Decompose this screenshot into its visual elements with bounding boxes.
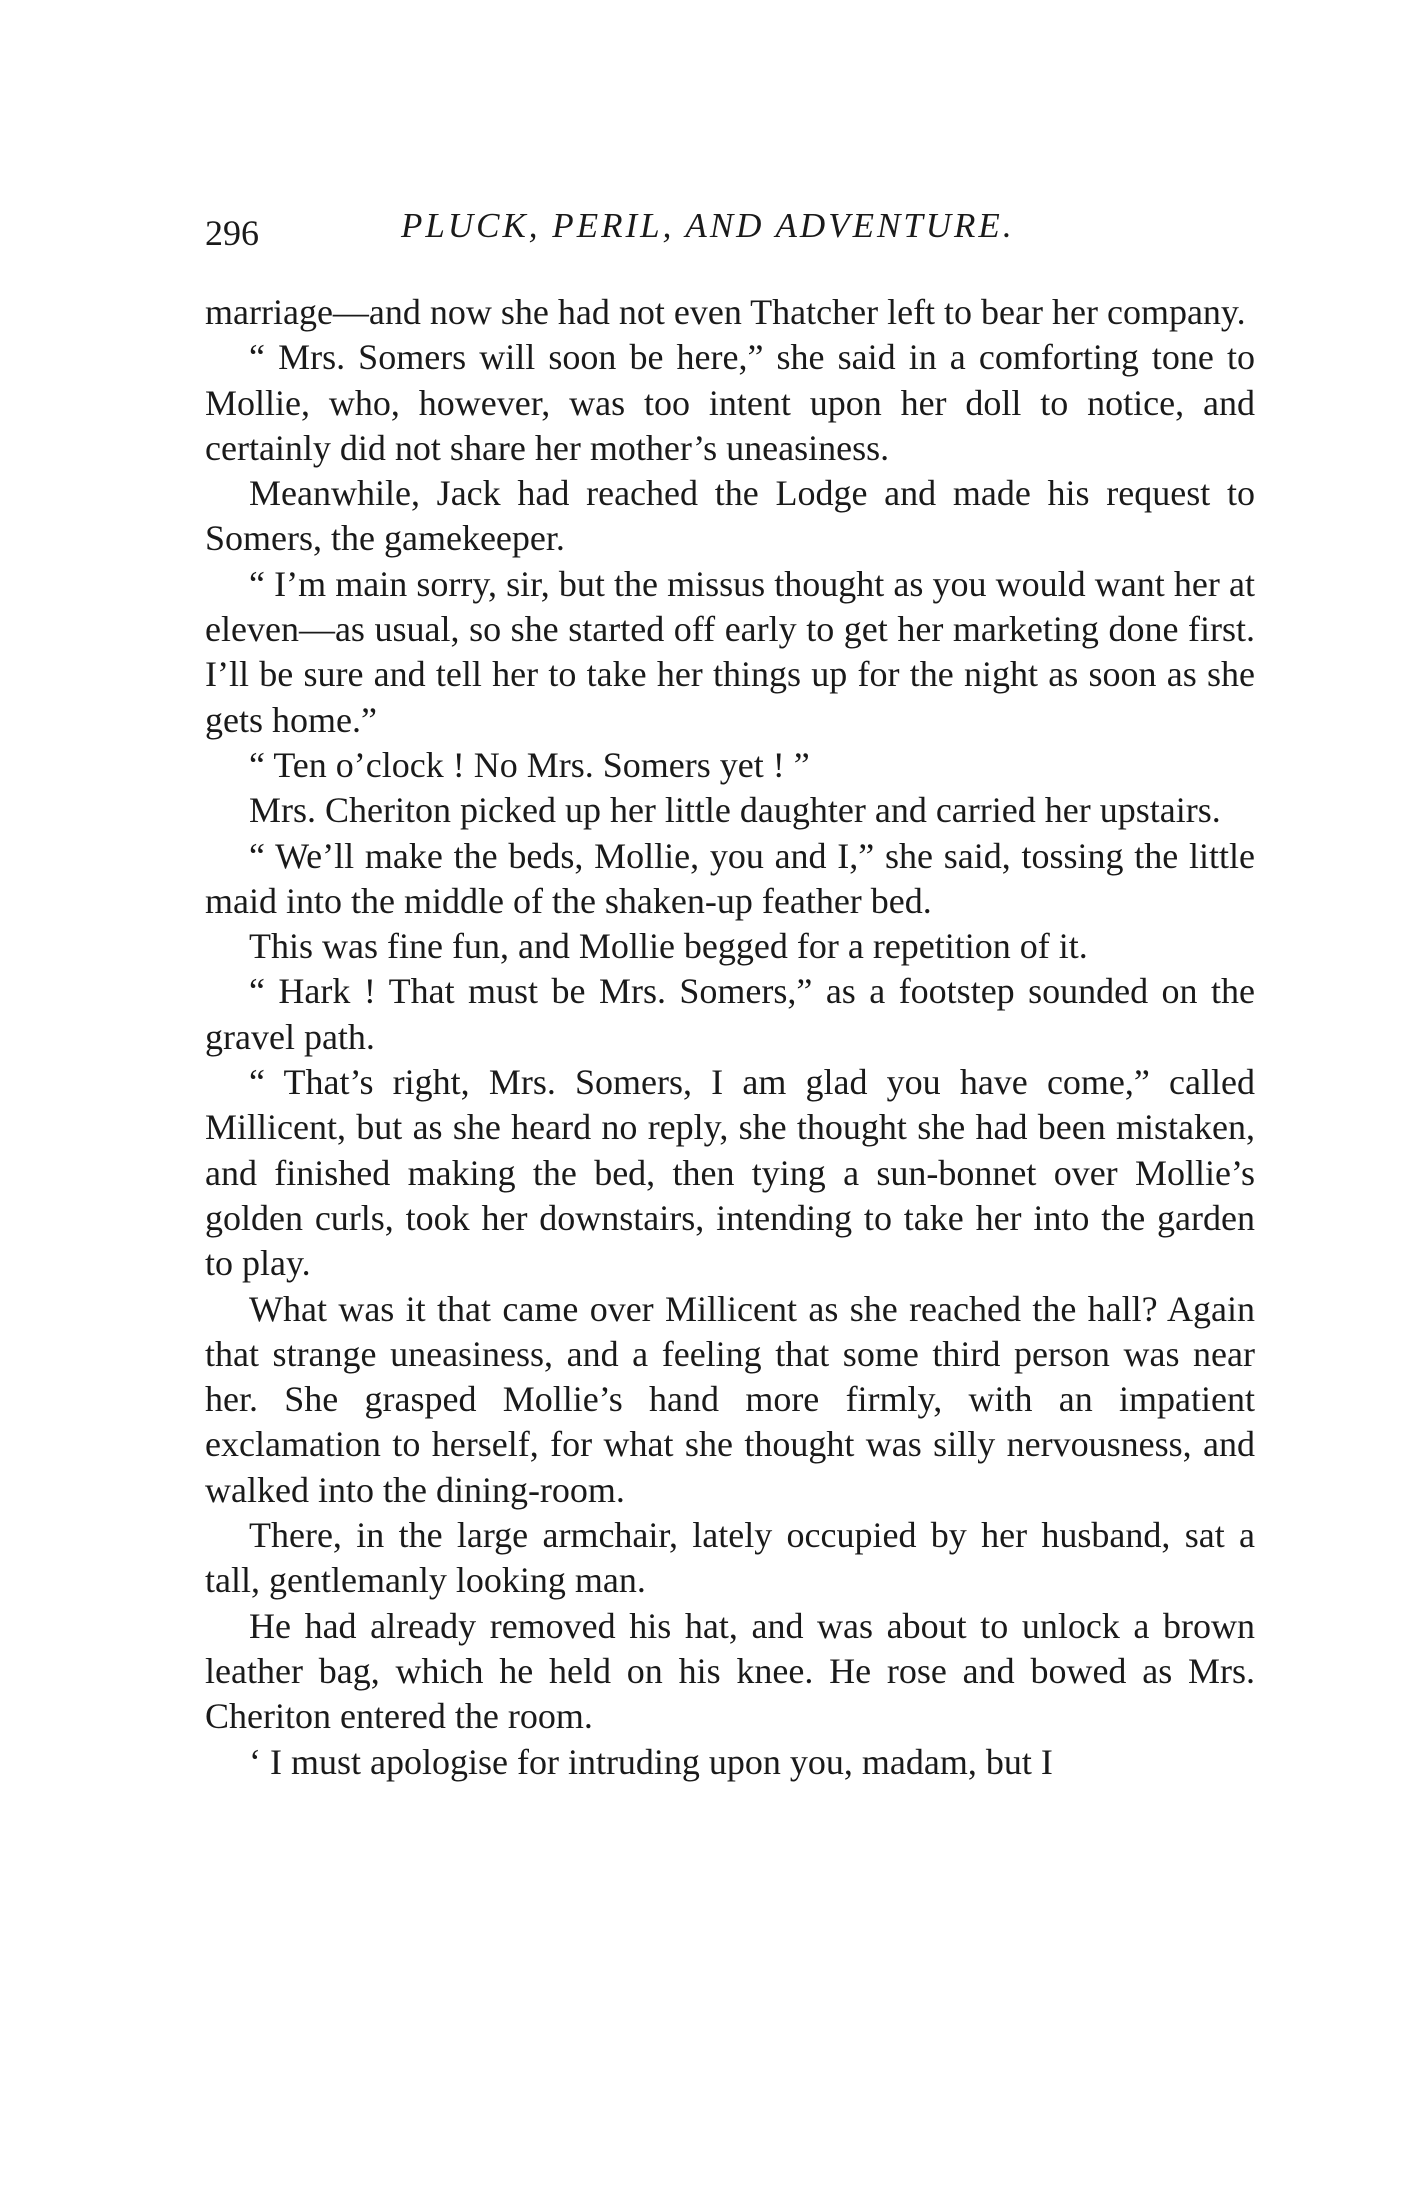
paragraph: “ I’m main sorry, sir, but the missus thought as you would want her at eleven—as usual, so she started off early to get her marketing done first. I’ll be sure and tell her to take her things up for the night as soon as she gets home.” — [205, 563, 1255, 740]
paragraph: What was it that came over Millicent as she reached the hall? Again that strange uneasiness, and a feeling that some third person was near her. She grasped Mollie’s hand more firmly, with an impatient exclamation to herself, for what she thought was silly nervousness, and walked into the dining-room. — [205, 1288, 1255, 1510]
paragraph: Mrs. Cheriton picked up her little daughter and carried her upstairs. — [249, 790, 1221, 831]
paragraph: “ We’ll make the beds, Mollie, you and I,” she said, tossing the little maid into the middle of the shaken-up feather bed. — [205, 835, 1255, 921]
paragraph: This was fine fun, and Mollie begged for a repetition of it. — [249, 926, 1088, 967]
paragraph: ‘ I must apologise for intruding upon you, madam, but I — [249, 1741, 1053, 1782]
paragraph: He had already removed his hat, and was about to unlock a brown leather bag, which he held on his knee. He rose and bowed as Mrs. Cheriton entered the room. — [205, 1605, 1255, 1737]
page-header — [205, 206, 1255, 262]
page-number: 296 — [205, 213, 259, 253]
paragraph: “ That’s right, Mrs. Somers, I am glad you have come,” called Millicent, but as she heard no reply, she thought she had been mistaken, and finished making the bed, then tying a sun-bonnet over Mollie’s golden curls, took her downstairs, intending to take her into the garden to play. — [205, 1062, 1255, 1284]
body-text — [205, 290, 1255, 1785]
paragraph: Meanwhile, Jack had reached the Lodge and made his request to Somers, the gamekeeper. — [205, 473, 1255, 559]
paragraph: “ Hark ! That must be Mrs. Somers,” as a footstep sounded on the gravel path. — [205, 971, 1255, 1057]
paragraph: “ Ten o’clock ! No Mrs. Somers yet ! ” — [249, 744, 810, 785]
running-title: PLUCK, PERIL, AND ADVENTURE. — [401, 206, 1015, 245]
paragraph: “ Mrs. Somers will soon be here,” she said in a comforting tone to Mollie, who, however, was too intent upon her doll to notice, and certainly did not share her mother’s uneasiness. — [205, 337, 1255, 468]
paragraph: marriage—and now she had not even Thatcher left to bear her company. — [205, 292, 1246, 332]
paragraph: There, in the large armchair, lately occupied by her husband, sat a tall, gentlemanly looking man. — [205, 1515, 1255, 1601]
